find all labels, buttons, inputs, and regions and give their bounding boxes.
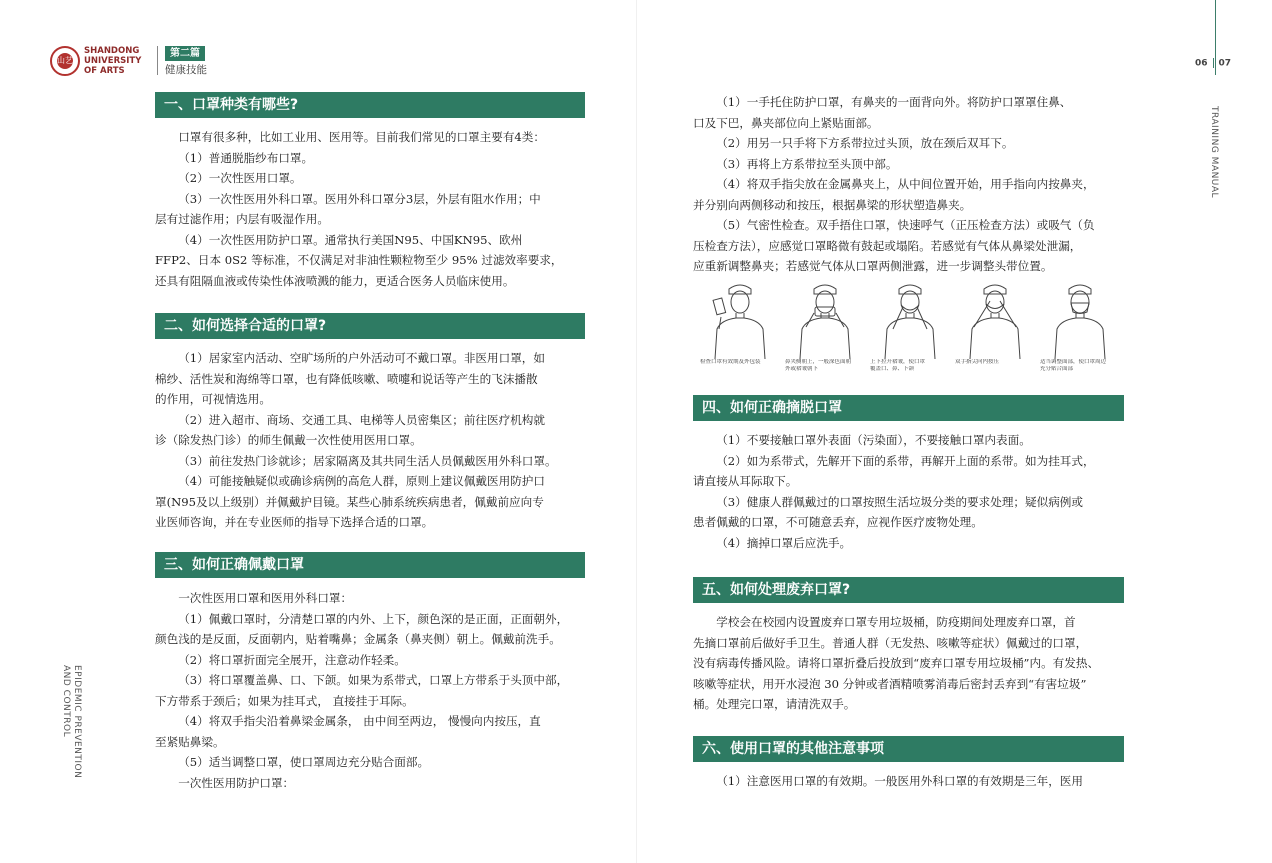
header-separator: [157, 46, 158, 75]
side-label-epidemic: EPIDEMIC PREVENTION AND CONTROL: [61, 665, 82, 779]
section-body-wear-mask: 一次性医用口罩和医用外科口罩： （1）佩戴口罩时，分清楚口罩的内外、上下，颜色深的是正面，正面朝外， 颜色浅的是反面，反面朝内，贴着嘴鼻；金属条（鼻夹侧）朝上。佩戴前洗手。 （2）将口罩折面完全展开，注意动作轻柔。 （3）将口罩覆盖鼻、口、下颌。如果为系带式，口罩上方带系于头顶中部， 下方带系于颈后；如果为挂耳式， 直接挂于耳际。 （4）将双手指尖沿着鼻梁金属条， 由中间至两边， 慢慢向内按压，直 至紧贴鼻梁。 （5）适当调整口罩，使口罩周边充分贴合面部。 一次性医用防护口罩：: [155, 591, 569, 790]
nurse-holding-package-icon: [707, 277, 773, 359]
illustration-step-2: 鼻夹侧朝上，一般深色面朝 外或褶皱朝下: [785, 277, 865, 382]
section-title-wear-mask: 三、如何正确佩戴口罩: [155, 552, 585, 578]
section-body-dispose-mask: 学校会在校园内设置废弃口罩专用垃圾桶，防疫期间处理废弃口罩，首 先摘口罩前后做好手卫生。普通人群（无发热、咳嗽等症状）佩戴过的口罩， 没有病毒传播风险。请将口罩折叠后投放到“废弃口罩专用垃圾桶”内。有发热、 咳嗽等症状，用开水浸泡 30 分钟或者酒精喷雾消毒后密封丢弃到“有害垃圾” 桶。处理完口罩，请清洗双手。: [693, 615, 1100, 711]
page-spread-divider: [636, 0, 637, 863]
illustration-step-3: 上下拉开褶皱，使口罩 覆盖口、鼻、下颌: [870, 277, 950, 382]
section-body-choose-mask: （1）居家室内活动、空旷场所的户外活动可不戴口罩。非医用口罩，如 棉纱、活性炭和海绵等口罩，也有降低咳嗽、喷嚏和说话等产生的飞沫播散 的作用，可视情选用。 （2）进入超市、商场、交通工具、电梯等人员密集区；前往医疗机构就 诊（除发热门诊）的师生佩戴一次性使用医用口罩。 （3）前往发热门诊就诊；居家隔离及其共同生活人员佩戴医用外科口罩。 （4）可能接触疑似或确诊病例的高危人群，原则上建议佩戴医用防护口 罩(N95及以上级别）并佩戴护目镜。某些心肺系统疾病患者，佩戴前应向专 业医师咨询，并在专业医师的指导下选择合适的口罩。: [155, 351, 557, 529]
page-number-left: 06: [1195, 58, 1208, 69]
section-body-wear-respirator: （1）一手托住防护口罩，有鼻夹的一面背向外。将防护口罩罩住鼻、 口及下巴，鼻夹部位向上紧贴面部。 （2）用另一只手将下方系带拉过头顶，放在颈后双耳下。 （3）再将上方系带拉至头顶中部。 （4）将双手指尖放在金属鼻夹上，从中间位置开始，用手指向内按鼻夹， 并分别向两侧移动和按压，根据鼻梁的形状塑造鼻夹。 （5）气密性检查。双手捂住口罩，快速呼气（正压检查方法）或吸气（负 压检查方法），应感觉口罩略微有鼓起或塌陷。若感觉有气体从鼻梁处泄漏， 应重新调整鼻夹；若感觉气体从口罩两侧泄露，进一步调整头带位置。: [693, 95, 1095, 273]
page-numbers: [1195, 58, 1231, 69]
section-title-choose-mask: 二、如何选择合适的口罩?: [155, 313, 585, 339]
mask-wearing-illustrations: [700, 277, 1120, 382]
section-title-mask-types: 一、口罩种类有哪些?: [155, 92, 585, 118]
section-title-other-notes: 六、使用口罩的其他注意事项: [693, 736, 1124, 762]
university-name: SHANDONG UNIVERSITY OF ARTS: [84, 46, 142, 76]
section-body-mask-types: 口罩有很多种，比如工业用、医用等。目前我们常见的口罩主要有4类： （1）普通脱脂纱布口罩。 （2）一次性医用口罩。 （3）一次性医用外科口罩。医用外科口罩分3层，外层有阻水作用；中 层有过滤作用；内层有吸湿作用。 （4）一次性医用防护口罩。通常执行美国N95、中国KN95、欧州 FFP2、日本 0S2 等标准，不仅满足对非油性颗粒物至少 95% 过滤效率要求， 还具有阻隔血液或传染性体液喷溅的能力，更适合医务人员临床使用。: [155, 130, 563, 288]
part-badge: 第二篇: [165, 46, 205, 61]
logo-seal-text: 山艺: [57, 53, 73, 69]
illustration-step-4: 双手指尖向内按压: [955, 277, 1035, 382]
section-title-dispose-mask: 五、如何处理废弃口罩?: [693, 577, 1124, 603]
side-label-training-manual: TRAINING MANUAL: [1209, 106, 1219, 199]
illustration-step-5: 适当调整面部，使口罩周边 充分贴合面部: [1040, 277, 1120, 382]
university-logo: [50, 46, 80, 76]
nurse-covering-face-icon: [877, 277, 943, 359]
nurse-unfolding-mask-icon: [792, 277, 858, 359]
page-number-right: 07: [1218, 58, 1232, 69]
nurse-mask-fitted-icon: [1047, 277, 1113, 359]
section-body-other-notes: （1）注意医用口罩的有效期。一般医用外科口罩的有效期是三年，医用: [716, 774, 1083, 788]
section-title-remove-mask: 四、如何正确摘脱口罩: [693, 395, 1124, 421]
part-subtitle: 健康技能: [165, 64, 207, 76]
nurse-pressing-nose-clip-icon: [962, 277, 1028, 359]
illustration-step-1: 检查口罩有效期及外包装: [700, 277, 780, 382]
section-body-remove-mask: （1）不要接触口罩外表面（污染面），不要接触口罩内表面。 （2）如为系带式，先解开下面的系带，再解开上面的系带。如为挂耳式， 请直接从耳际取下。 （3）健康人群佩戴过的口罩按照生活垃圾分类的要求处理；疑似病例或 患者佩戴的口罩，不可随意丢弃，应视作医疗废物处理。 （4）摘掉口罩后应洗手。: [693, 433, 1095, 550]
